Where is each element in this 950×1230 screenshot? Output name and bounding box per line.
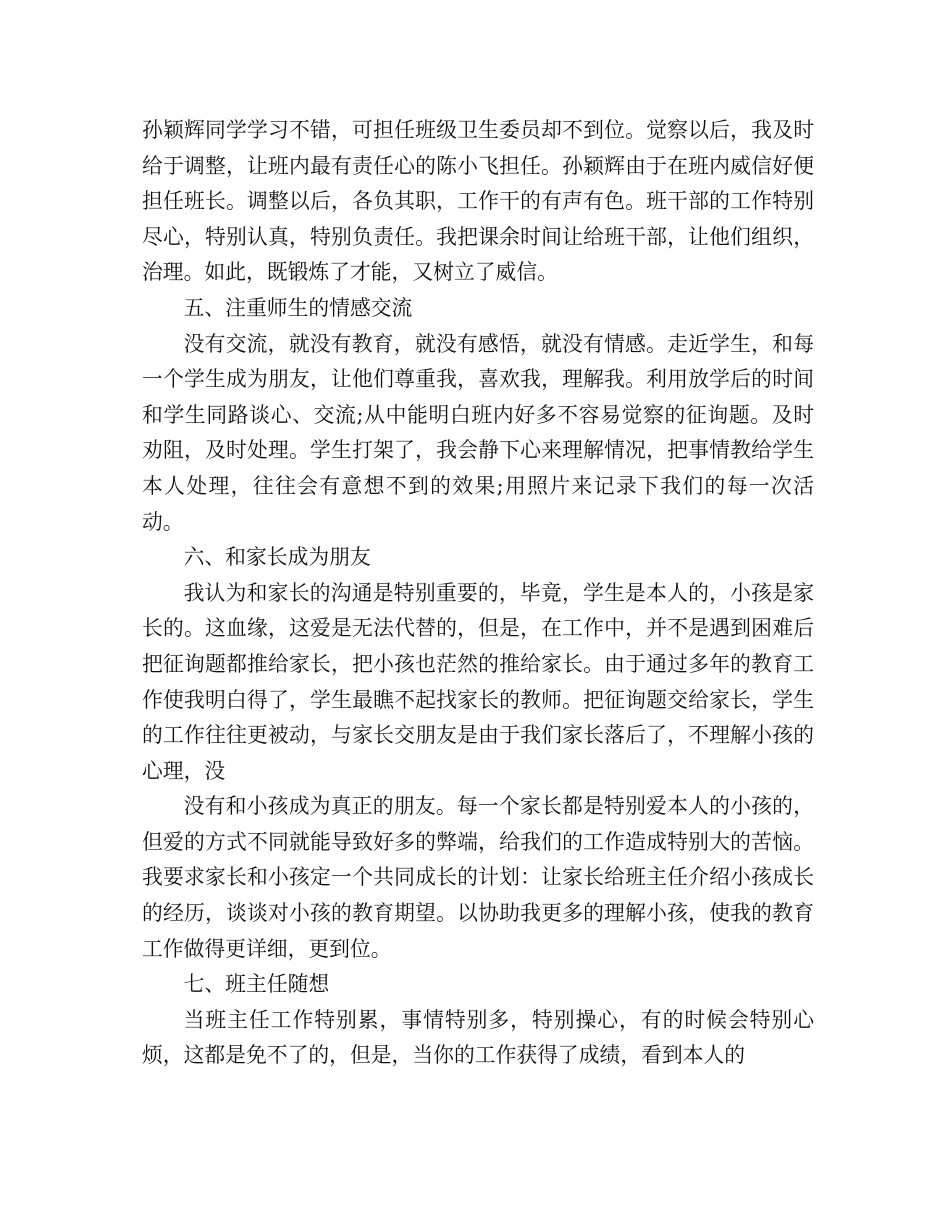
document-body: [142, 113, 814, 1074]
paragraph: 孙颖辉同学学习不错，可担任班级卫生委员却不到位。觉察以后，我及时给于调整，让班内最有责任心的陈小飞担任。孙颖辉由于在班内威信好便担任班长。调整以后，各负其职，工作干的有声有色。班干部的工作特别尽心，特别认真，特别负责任。我把课余时间让给班干部，让他们组织，治理。如此，既锻炼了才能，又树立了威信。: [142, 118, 814, 285]
paragraph: 我认为和家长的沟通是特别重要的，毕竟，学生是本人的，小孩是家长的。这血缘，这爱是无法代替的，但是，在工作中，并不是遇到困难后把征询题都推给家长，把小孩也茫然的推给家长。由于通过多年的教育工作使我明白得了，学生最瞧不起找家长的教师。把征询题交给家长，学生的工作往往更被动，与家长交朋友是由于我们家长落后了，不理解小孩的心理，没: [142, 580, 814, 783]
section-heading: 七、班主任随想: [183, 972, 330, 997]
paragraph: 没有交流，就没有教育，就没有感悟，就没有情感。走近学生，和每一个学生成为朋友，让他们尊重我，喜欢我，理解我。利用放学后的时间和学生同路谈心、交流;从中能明白班内好多不容易觉察的征询题。及时劝阻，及时处理。学生打架了，我会静下心来理解情况，把事情教给学生本人处理，往往会有意想不到的效果;用照片来记录下我们的每一次活动。: [142, 331, 814, 534]
paragraph: 当班主任工作特别累，事情特别多，特别操心，有的时候会特别心烦，这都是免不了的，但是，当你的工作获得了成绩，看到本人的: [142, 1007, 814, 1068]
section-heading: 六、和家长成为朋友: [183, 545, 371, 570]
section-heading: 五、注重师生的情感交流: [183, 295, 413, 320]
paragraph: 没有和小孩成为真正的朋友。每一个家长都是特别爱本人的小孩的，但爱的方式不同就能导致好多的弊端，给我们的工作造成特别大的苦恼。我要求家长和小孩定一个共同成长的计划：让家长给班主任介绍小孩成长的经历，谈谈对小孩的教育期望。以协助我更多的理解小孩，使我的教育工作做得更详细，更到位。: [142, 794, 814, 961]
